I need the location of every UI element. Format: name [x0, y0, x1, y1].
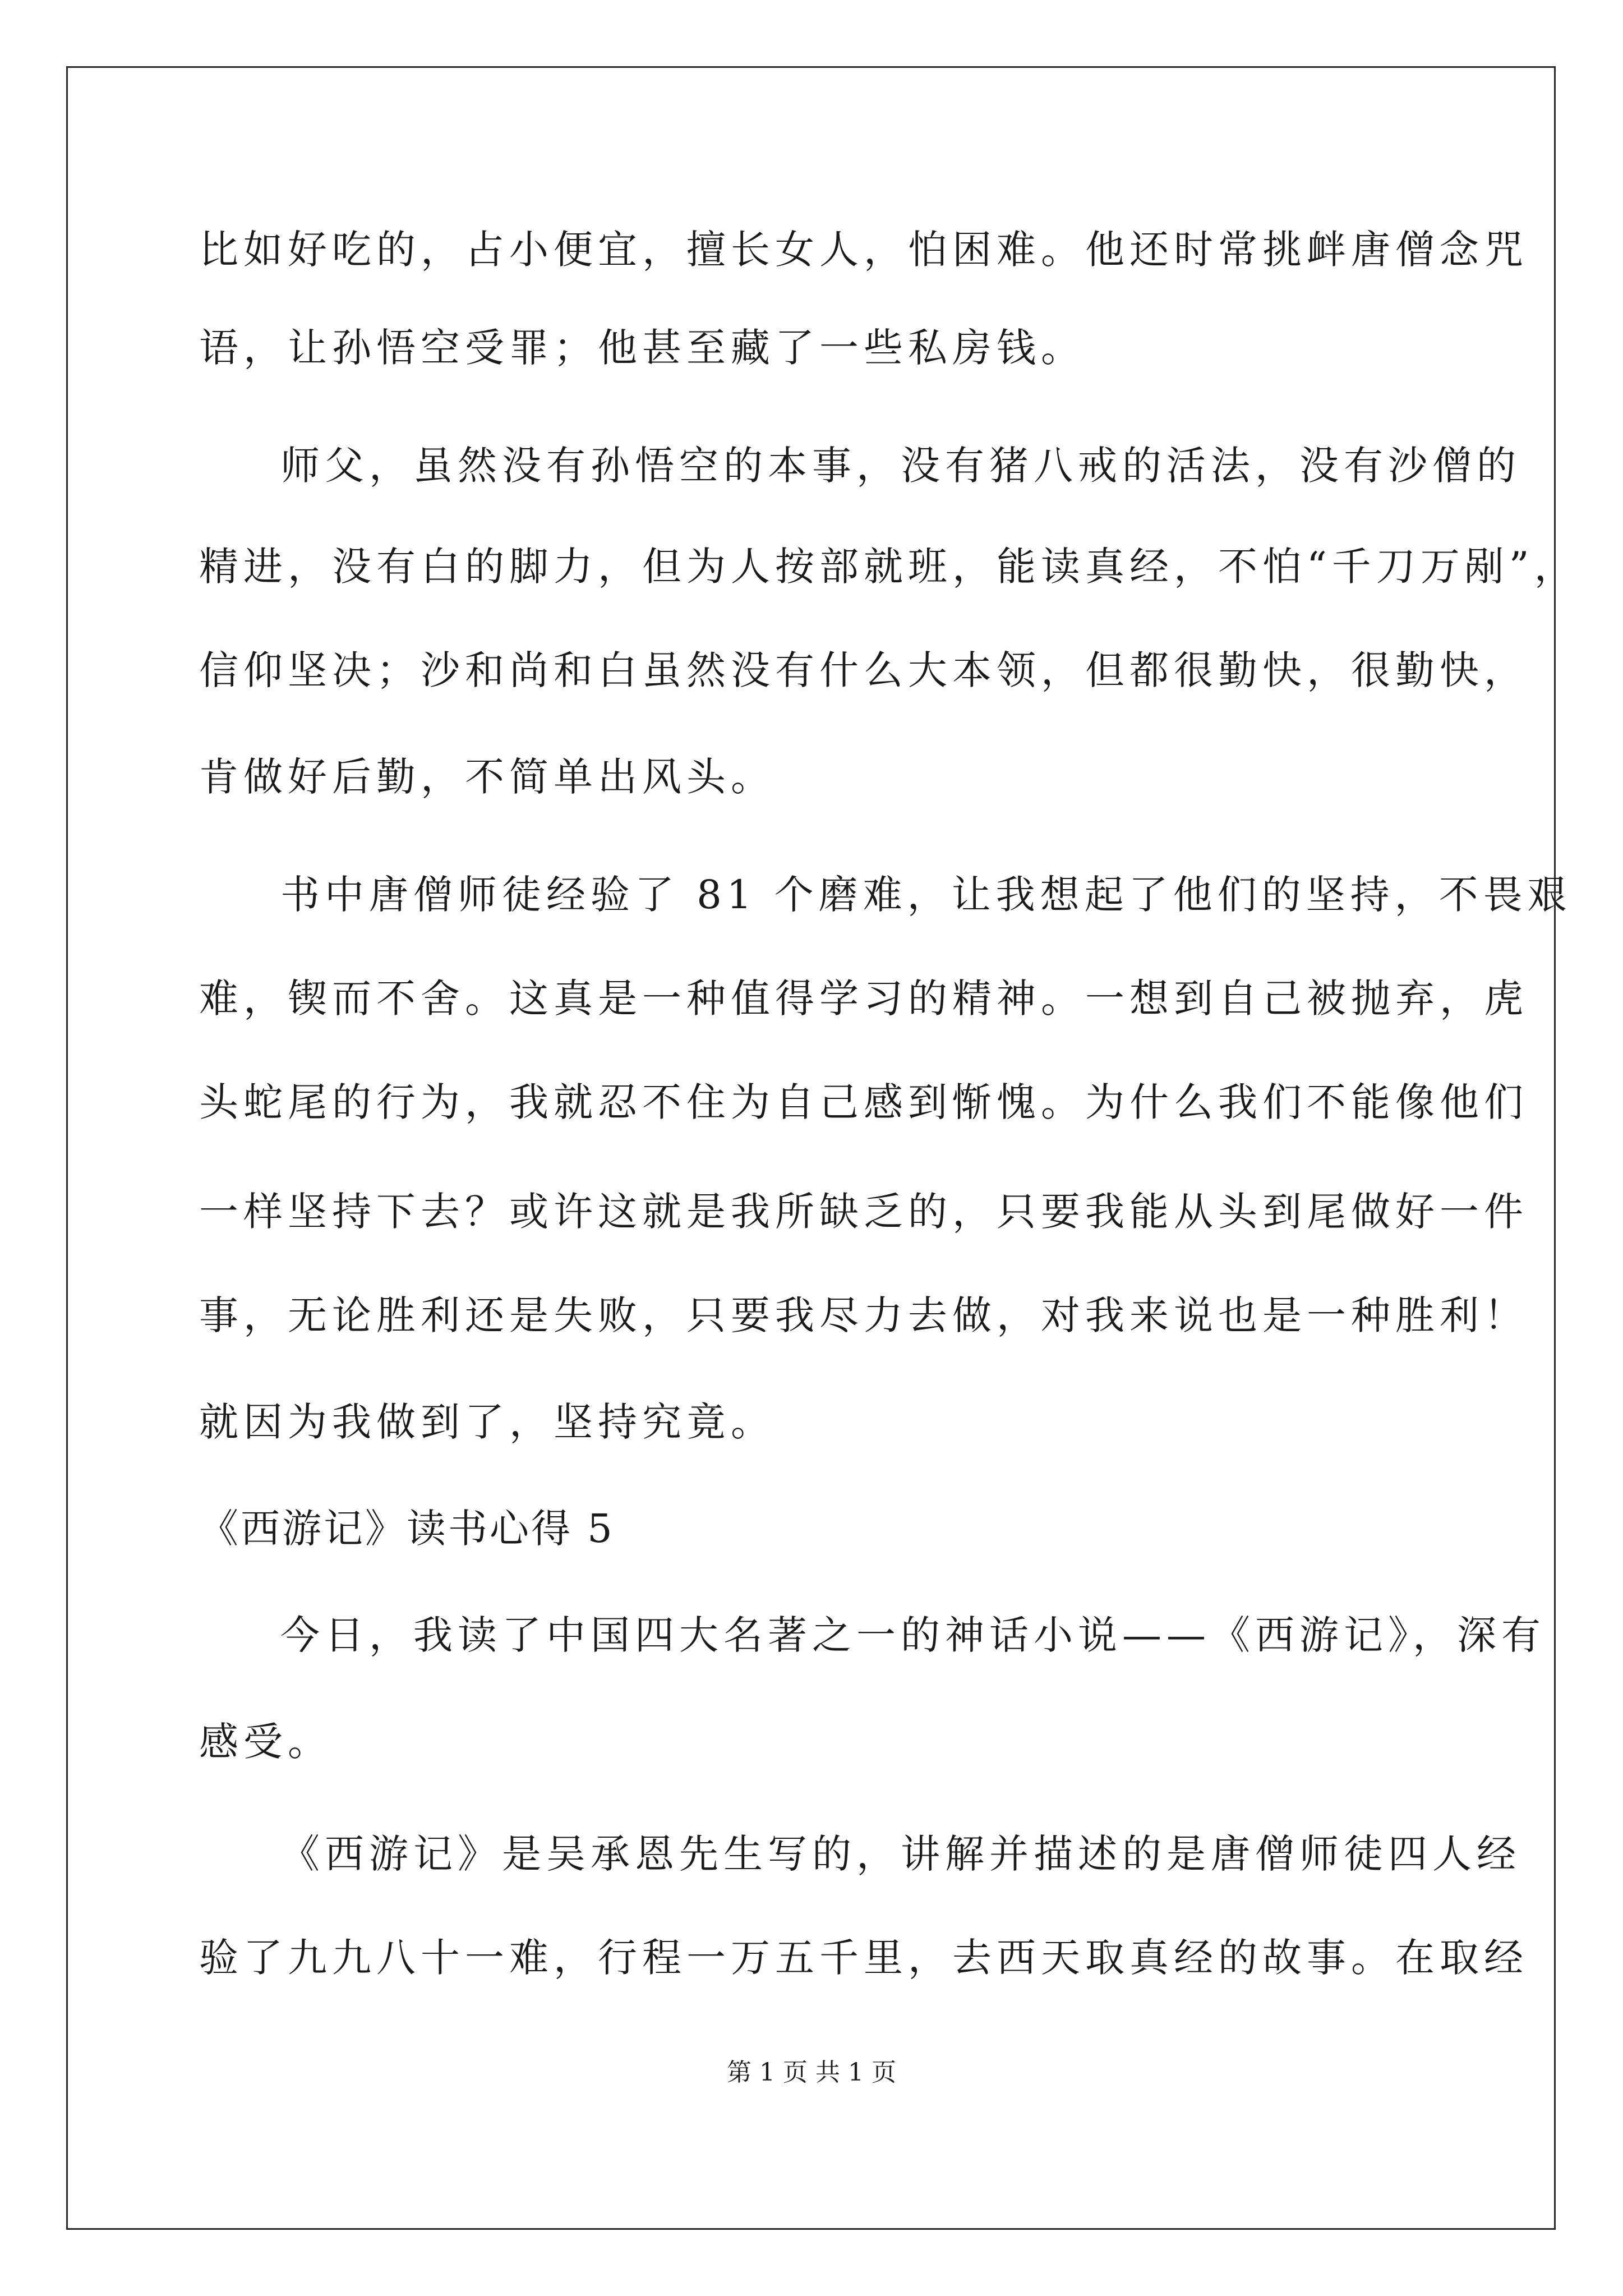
text-line: 今日，我读了中国四大名著之一的神话小说——《西游记》，深有	[280, 1612, 1546, 1658]
text-line: 就因为我做到了，坚持究竟。	[199, 1399, 775, 1445]
text-line: 难，锲而不舍。这真是一种值得学习的精神。一想到自己被抛弃，虎	[199, 976, 1528, 1022]
section-heading: 《西游记》读书心得 5	[199, 1506, 615, 1552]
text-line: 一样坚持下去？或许这就是我所缺乏的，只要我能从头到尾做好一件	[199, 1189, 1528, 1235]
text-line: 验了九九八十一难，行程一万五千里，去西天取真经的故事。在取经	[199, 1935, 1528, 1981]
text-line: 事，无论胜利还是失败，只要我尽力去做，对我来说也是一种胜利！	[199, 1292, 1528, 1338]
text-line: 信仰坚决；沙和尚和白虽然没有什么大本领，但都很勤快，很勤快，	[199, 647, 1528, 693]
text-line: 感受。	[199, 1719, 332, 1765]
text-line: 头蛇尾的行为，我就忍不住为自己感到惭愧。为什么我们不能像他们	[199, 1079, 1528, 1125]
text-line: 肯做好后勤，不简单出风头。	[199, 754, 775, 800]
text-line: 书中唐僧师徒经验了 81 个磨难，让我想起了他们的坚持，不畏艰	[280, 872, 1572, 918]
page-footer: 第 1 页 共 1 页	[727, 2058, 896, 2087]
text-line: 师父，虽然没有孙悟空的本事，没有猪八戒的活法，没有沙僧的	[280, 443, 1521, 489]
page-border	[66, 66, 1556, 2230]
text-line: 《西游记》是吴承恩先生写的，讲解并描述的是唐僧师徒四人经	[280, 1831, 1521, 1877]
text-line: 比如好吃的，占小便宜，擅长女人，怕困难。他还时常挑衅唐僧念咒	[199, 227, 1528, 273]
text-line: 语，让孙悟空受罪；他甚至藏了一些私房钱。	[199, 325, 1085, 371]
text-line: 精进，没有白的脚力，但为人按部就班，能读真经，不怕“千刀万剐”，	[199, 544, 1579, 590]
